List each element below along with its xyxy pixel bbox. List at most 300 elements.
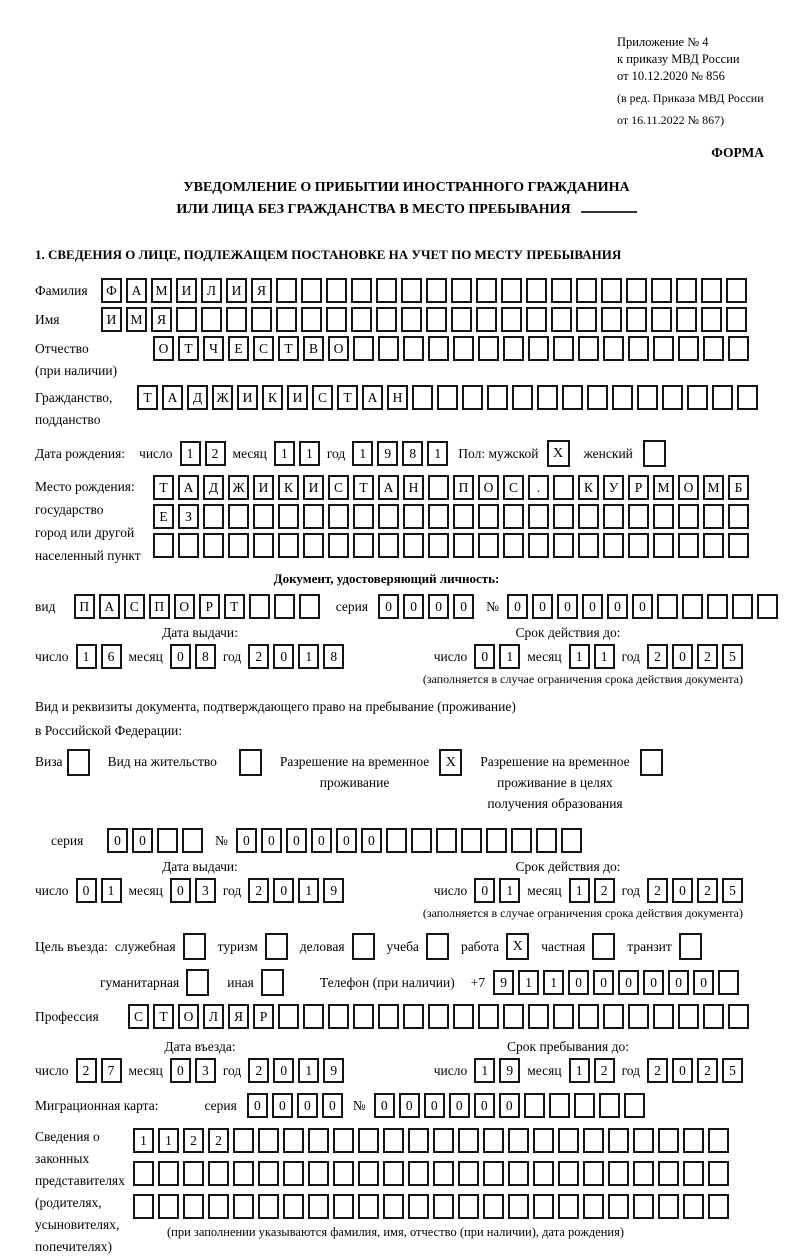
form-cell: [628, 533, 649, 558]
birthplace-label: [35, 475, 153, 567]
form-cell: [461, 828, 482, 853]
purpose-business-checkbox: [183, 933, 206, 960]
purpose-work-label: работа: [460, 938, 500, 954]
residence-expiry-month: [569, 878, 615, 903]
form-cell: 5: [722, 878, 743, 903]
form-cell: 0: [378, 594, 399, 619]
form-cell: [178, 533, 199, 558]
form-cell: [403, 504, 424, 529]
form-cell: [274, 594, 295, 619]
form-cell: [503, 533, 524, 558]
form-cell: Т: [137, 385, 158, 410]
form-cell: 0: [568, 970, 589, 995]
residence-permit-item: [108, 751, 262, 776]
birthplace-label-line2: государство: [35, 502, 104, 517]
form-cell: И: [226, 278, 247, 303]
form-cell: [658, 1194, 679, 1219]
visa-item: [35, 751, 90, 776]
form-cell: О: [174, 594, 195, 619]
form-cell: [383, 1128, 404, 1153]
form-cell: Ж: [212, 385, 233, 410]
form-cell: [278, 504, 299, 529]
citizenship-label: [35, 385, 137, 430]
form-cell: Н: [403, 475, 424, 500]
form-cell: [328, 533, 349, 558]
form-cell: [653, 504, 674, 529]
form-cell: Д: [203, 475, 224, 500]
form-cell: Т: [278, 336, 299, 361]
form-cell: 0: [474, 878, 495, 903]
day-label: число: [35, 648, 69, 664]
patronymic-cells: [153, 336, 749, 361]
form-cell: [258, 1194, 279, 1219]
form-cell: [283, 1161, 304, 1186]
residence-expiry-group: [434, 878, 743, 903]
form-cell: [683, 1161, 704, 1186]
form-cell: 0: [668, 970, 689, 995]
form-cell: [299, 594, 320, 619]
form-cell: 1: [299, 441, 320, 466]
form-cell: Т: [353, 475, 374, 500]
form-cell: [603, 533, 624, 558]
form-cell: Н: [387, 385, 408, 410]
day-label: число: [433, 1062, 468, 1078]
form-cell: [633, 1194, 654, 1219]
form-cell: Ж: [228, 475, 249, 500]
migration-card-series-label: серия: [204, 1097, 237, 1113]
form-cell: [592, 933, 615, 960]
form-cell: Т: [153, 475, 174, 500]
form-cell: [653, 533, 674, 558]
appendix-line: Приложение № 4: [617, 35, 709, 49]
form-cell: Л: [203, 1004, 224, 1029]
form-cell: [378, 336, 399, 361]
month-label: месяц: [128, 1062, 163, 1078]
form-cell: [483, 1161, 504, 1186]
form-cell: [653, 336, 674, 361]
form-cell: 0: [582, 594, 603, 619]
form-cell: [303, 504, 324, 529]
form-cell: 0: [632, 594, 653, 619]
form-label: ФОРМА: [711, 145, 764, 160]
form-cell: [182, 828, 203, 853]
form-cell: [599, 1093, 620, 1118]
residence-intro-line1: Вид и реквизиты документа, подтверждающего право на пребывание (проживание): [35, 699, 516, 714]
form-cell: 9: [323, 878, 344, 903]
purpose-transit-label: транзит: [627, 938, 672, 954]
form-cell: 2: [594, 1058, 615, 1083]
form-cell: 2: [697, 644, 718, 669]
patronymic-label-line1: Отчество: [35, 341, 89, 356]
month-label: месяц: [128, 882, 163, 898]
birth-day-cells: [180, 441, 226, 466]
form-cell: 1: [180, 441, 201, 466]
form-cell: О: [178, 1004, 199, 1029]
day-label: число: [433, 648, 468, 664]
form-cell: [428, 336, 449, 361]
form-cell: [726, 278, 747, 303]
visa-label: Виза: [35, 754, 63, 769]
form-cell: И: [253, 475, 274, 500]
form-cell: [603, 336, 624, 361]
form-cell: З: [178, 504, 199, 529]
form-cell: 1: [543, 970, 564, 995]
form-cell: [378, 1004, 399, 1029]
form-cell: [612, 385, 633, 410]
identity-doc-heading: Документ, удостоверяющий личность:: [273, 571, 500, 586]
form-cell: [183, 933, 206, 960]
entry-dates-row: [35, 1058, 743, 1083]
temp-residence-edu-label-line3: получения образования: [487, 796, 623, 811]
identity-type-label: вид: [35, 598, 56, 614]
birthplace-label-line3: город или другой: [35, 525, 135, 540]
sex-female-checkbox: [643, 440, 666, 467]
form-cell: 6: [101, 644, 122, 669]
form-cell: [353, 504, 374, 529]
form-cell: [501, 278, 522, 303]
temp-residence-checkbox: [439, 749, 462, 776]
form-cell: [703, 504, 724, 529]
birth-year-cells: [352, 441, 448, 466]
form-cell: [233, 1194, 254, 1219]
form-cell: 0: [507, 594, 528, 619]
form-cell: [351, 278, 372, 303]
form-cell: [158, 1161, 179, 1186]
sex-male-checkbox: [547, 440, 570, 467]
form-cell: 0: [672, 1058, 693, 1083]
form-cell: М: [703, 475, 724, 500]
form-cell: [526, 278, 547, 303]
form-cell: [233, 1128, 254, 1153]
stay-day: [474, 1058, 520, 1083]
form-cell: [226, 307, 247, 332]
year-label: год: [222, 1062, 242, 1078]
purpose-humanitarian-label: гуманитарная: [100, 974, 180, 990]
purpose-label: Цель въезда:: [35, 938, 108, 954]
form-cell: [278, 533, 299, 558]
form-cell: [528, 336, 549, 361]
form-cell: [732, 594, 753, 619]
identity-expiry-month: [569, 644, 615, 669]
form-cell: [578, 336, 599, 361]
form-cell: 9: [377, 441, 398, 466]
day-label: число: [35, 882, 69, 898]
form-cell: 0: [273, 878, 294, 903]
form-cell: 0: [557, 594, 578, 619]
form-cell: [651, 307, 672, 332]
surname-row: [35, 278, 778, 303]
temp-residence-edu-label-line1: Разрешение на временное: [480, 754, 630, 769]
form-cell: К: [262, 385, 283, 410]
form-cell: [728, 504, 749, 529]
form-cell: [757, 594, 778, 619]
form-cell: [561, 828, 582, 853]
form-cell: Я: [251, 278, 272, 303]
form-cell: П: [149, 594, 170, 619]
phone-cells: [493, 970, 739, 995]
year-label: год: [326, 445, 346, 461]
residence-series-label: серия: [51, 832, 84, 848]
form-cell: [728, 1004, 749, 1029]
form-cell: [351, 307, 372, 332]
residence-dates-row: [35, 878, 743, 903]
year-label: год: [621, 882, 640, 898]
identity-issue-heading: Дата выдачи:: [162, 625, 238, 640]
stay-month: [569, 1058, 615, 1083]
residence-expiry-year: [647, 878, 743, 903]
form-cell: [637, 385, 658, 410]
form-cell: 0: [76, 878, 97, 903]
form-cell: [576, 278, 597, 303]
purpose-work-checkbox: [506, 933, 529, 960]
form-cell: [433, 1161, 454, 1186]
patronymic-label: [35, 336, 153, 381]
form-cell: 1: [569, 644, 590, 669]
form-cell: [511, 828, 532, 853]
entry-dates-headings: [35, 1037, 743, 1056]
form-cell: [708, 1128, 729, 1153]
form-cell: 0: [107, 828, 128, 853]
form-cell: 3: [195, 1058, 216, 1083]
form-cell: 0: [449, 1093, 470, 1118]
form-cell: 0: [424, 1093, 445, 1118]
migration-card-series-cells: [247, 1093, 343, 1118]
form-cell: [176, 307, 197, 332]
form-cell: [453, 336, 474, 361]
citizenship-row: [35, 385, 778, 430]
form-cell: 0: [322, 1093, 343, 1118]
form-cell: [426, 278, 447, 303]
form-cell: [458, 1194, 479, 1219]
form-cell: [201, 307, 222, 332]
form-cell: [533, 1161, 554, 1186]
form-cell: И: [101, 307, 122, 332]
form-cell: 2: [248, 644, 269, 669]
form-cell: 2: [248, 878, 269, 903]
form-cell: [276, 307, 297, 332]
form-cell: [261, 969, 284, 996]
representatives-label-line3: представителях: [35, 1173, 125, 1188]
form-cell: Т: [337, 385, 358, 410]
form-cell: [157, 828, 178, 853]
temp-residence-label-line1: Разрешение на временное: [279, 754, 430, 769]
form-cell: [408, 1194, 429, 1219]
form-cell: [583, 1194, 604, 1219]
form-cell: [386, 828, 407, 853]
form-cell: [628, 1004, 649, 1029]
form-cell: 1: [274, 441, 295, 466]
form-cell: 0: [170, 878, 191, 903]
form-cell: [682, 594, 703, 619]
form-cell: С: [312, 385, 333, 410]
form-cell: [203, 533, 224, 558]
form-cell: [326, 307, 347, 332]
form-cell: [403, 1004, 424, 1029]
form-cell: 1: [499, 644, 520, 669]
month-label: месяц: [527, 648, 562, 664]
form-cell: Я: [151, 307, 172, 332]
form-cell: [476, 278, 497, 303]
purpose-private-checkbox: [592, 933, 615, 960]
form-cell: А: [99, 594, 120, 619]
form-cell: 2: [76, 1058, 97, 1083]
residence-issue-year: [248, 878, 344, 903]
amendment-line: (в ред. Приказа МВД России: [617, 91, 764, 105]
form-cell: [203, 504, 224, 529]
form-cell: М: [151, 278, 172, 303]
purpose-other-label: иная: [227, 974, 254, 990]
form-cell: [578, 533, 599, 558]
form-cell: [453, 1004, 474, 1029]
form-cell: [683, 1194, 704, 1219]
entry-month: [170, 1058, 216, 1083]
temp-residence-label: [280, 751, 429, 793]
form-cell: С: [128, 1004, 149, 1029]
form-cell: [437, 385, 458, 410]
form-cell: [458, 1161, 479, 1186]
form-cell: [503, 336, 524, 361]
form-cell: [303, 533, 324, 558]
form-cell: М: [126, 307, 147, 332]
form-cell: [353, 336, 374, 361]
form-cell: [428, 1004, 449, 1029]
form-cell: 0: [272, 1093, 293, 1118]
form-cell: 1: [158, 1128, 179, 1153]
form-cell: [253, 504, 274, 529]
form-cell: .: [528, 475, 549, 500]
form-cell: [633, 1161, 654, 1186]
form-cell: [508, 1194, 529, 1219]
form-cell: [208, 1194, 229, 1219]
form-cell: 0: [361, 828, 382, 853]
form-cell: Д: [187, 385, 208, 410]
form-cell: [608, 1194, 629, 1219]
purpose-humanitarian-checkbox: [186, 969, 209, 996]
form-cell: В: [303, 336, 324, 361]
profession-cells: [128, 1004, 749, 1029]
form-cell: 2: [208, 1128, 229, 1153]
birthplace-row: [35, 475, 778, 567]
identity-number-label: №: [486, 598, 499, 614]
form-cell: [526, 307, 547, 332]
form-cell: X: [547, 440, 570, 467]
form-cell: [333, 1194, 354, 1219]
identity-dates-row: [35, 644, 743, 669]
form-cell: [653, 1004, 674, 1029]
sex-male-label: Пол: мужской: [458, 445, 539, 461]
form-cell: 7: [101, 1058, 122, 1083]
form-cell: Е: [153, 504, 174, 529]
day-label: число: [35, 1062, 69, 1078]
form-cell: 1: [352, 441, 373, 466]
form-cell: С: [124, 594, 145, 619]
residence-permit-label: Вид на жительство: [107, 754, 217, 769]
residence-type-row: [35, 751, 778, 814]
form-cell: [67, 749, 90, 776]
form-cell: [678, 533, 699, 558]
form-cell: С: [328, 475, 349, 500]
firstname-row: [35, 307, 778, 332]
form-cell: [512, 385, 533, 410]
phone-prefix: +7: [470, 974, 486, 990]
form-cell: [158, 1194, 179, 1219]
birthplace-cells-row1: [153, 475, 749, 500]
form-cell: И: [237, 385, 258, 410]
form-cell: [707, 594, 728, 619]
form-cell: [662, 385, 683, 410]
form-cell: [551, 278, 572, 303]
form-cell: [628, 504, 649, 529]
form-cell: [353, 1004, 374, 1029]
form-cell: [476, 307, 497, 332]
form-cell: [483, 1128, 504, 1153]
form-cell: 0: [132, 828, 153, 853]
amendment-line: от 16.11.2022 № 867): [617, 113, 725, 127]
residence-issue-heading: Дата выдачи:: [162, 859, 238, 874]
form-cell: 0: [170, 644, 191, 669]
form-cell: [403, 336, 424, 361]
form-cell: 1: [474, 1058, 495, 1083]
form-cell: [578, 504, 599, 529]
identity-type-cells: [74, 594, 320, 619]
form-cell: 0: [532, 594, 553, 619]
form-cell: [658, 1128, 679, 1153]
form-cell: [508, 1161, 529, 1186]
form-cell: [411, 828, 432, 853]
form-cell: [728, 336, 749, 361]
form-cell: [283, 1194, 304, 1219]
form-cell: [258, 1161, 279, 1186]
form-cell: 0: [474, 644, 495, 669]
form-cell: [553, 1004, 574, 1029]
form-cell: 0: [672, 644, 693, 669]
temp-residence-edu-label: [480, 751, 629, 814]
form-cell: 0: [693, 970, 714, 995]
residence-series-row: [35, 828, 778, 853]
form-cell: [358, 1161, 379, 1186]
form-cell: [208, 1161, 229, 1186]
form-cell: [628, 336, 649, 361]
year-label: год: [222, 648, 242, 664]
form-cell: [601, 307, 622, 332]
purpose-tourism-label: туризм: [217, 938, 258, 954]
form-cell: [536, 828, 557, 853]
month-label: месяц: [128, 648, 163, 664]
form-cell: [678, 1004, 699, 1029]
form-cell: [533, 1128, 554, 1153]
form-cell: А: [126, 278, 147, 303]
form-cell: К: [278, 475, 299, 500]
form-cell: [528, 1004, 549, 1029]
form-cell: [528, 533, 549, 558]
migration-card-label: Миграционная карта:: [35, 1097, 159, 1113]
form-cell: [352, 933, 375, 960]
identity-type-row: [35, 594, 778, 619]
temp-residence-edu-item: [480, 751, 662, 814]
day-label: число: [139, 445, 173, 461]
residence-issue-day: [76, 878, 122, 903]
year-label: год: [621, 1062, 640, 1078]
form-cell: Р: [628, 475, 649, 500]
purpose-row1: [35, 933, 778, 960]
form-cell: [383, 1194, 404, 1219]
form-cell: [333, 1161, 354, 1186]
phone-label: Телефон (при наличии): [319, 974, 455, 990]
form-cell: [608, 1128, 629, 1153]
purpose-study-label: учеба: [386, 938, 419, 954]
form-cell: [133, 1194, 154, 1219]
form-cell: [326, 278, 347, 303]
